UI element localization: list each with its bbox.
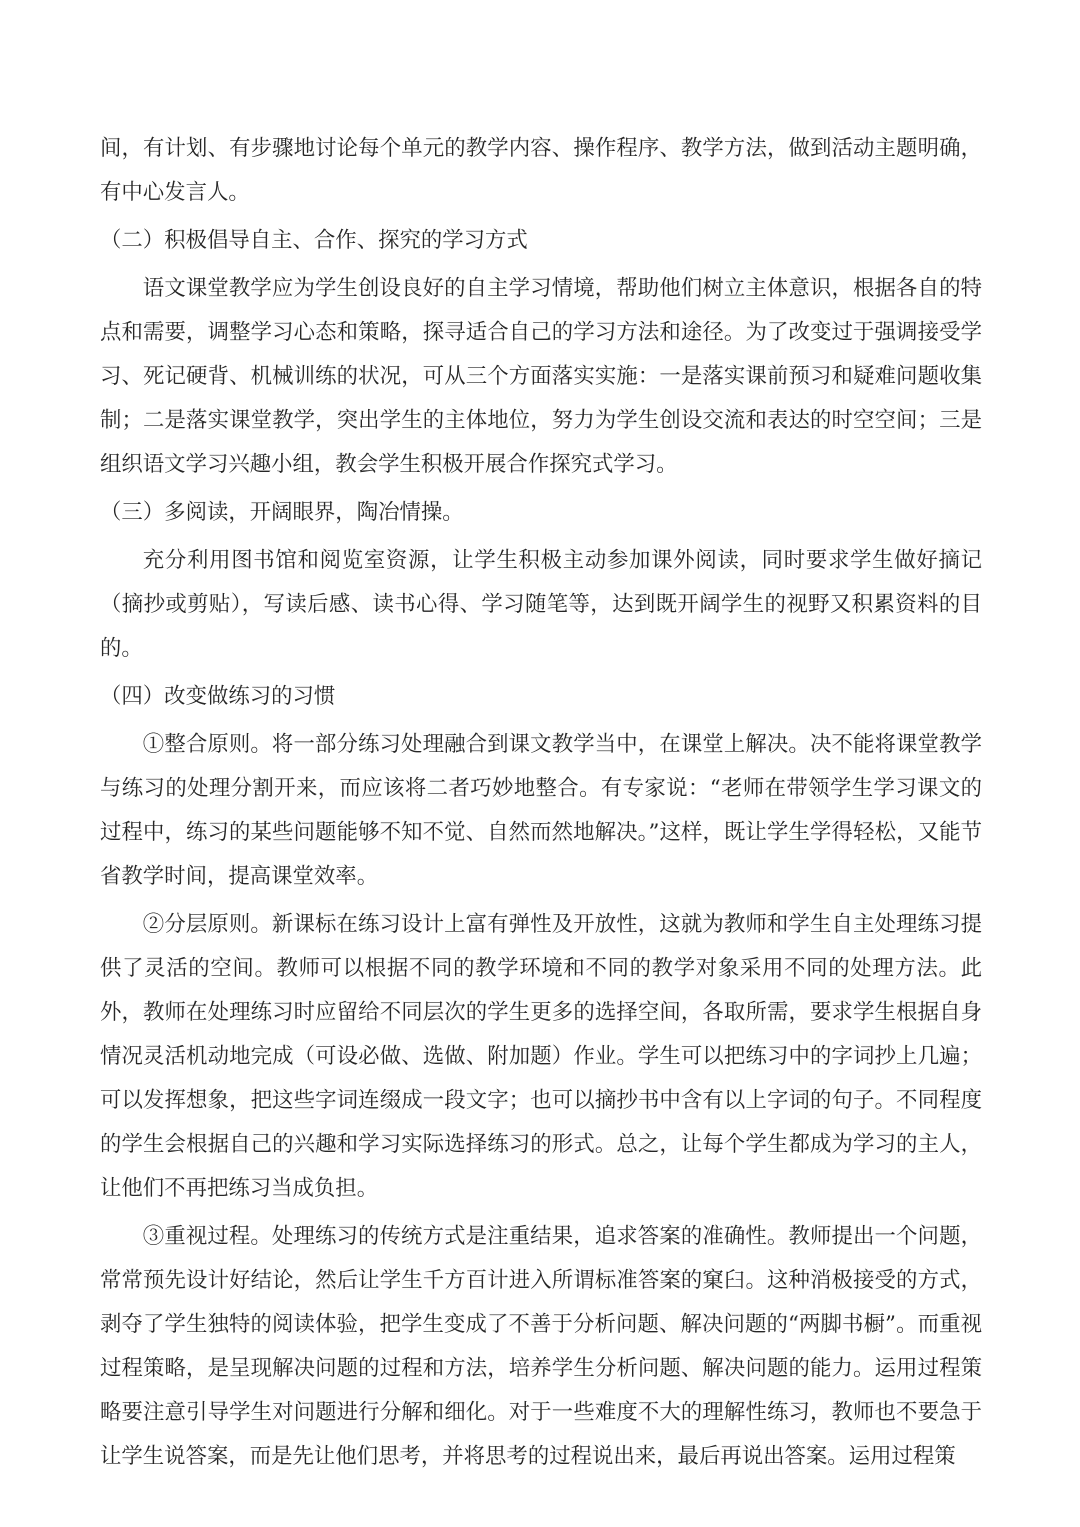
paragraph-learning-methods: 语文课堂教学应为学生创设良好的自主学习情境，帮助他们树立主体意识，根据各自的特点和需要，调整学习心态和策略，探寻适合自己的学习方法和途径。为了改变过于强调接受学习、死记硬背、机械训练的状况，可从三个方面落实实施：一是落实课前预习和疑难问题收集制；二是落实课堂教学，突出学生的主体地位，努力为学生创设交流和表达的时空空间；三是组织语文学习兴趣小组，教会学生积极开展合作探究式学习。 [100,276,982,477]
paragraph-layering-principle: ②分层原则。新课标在练习设计上富有弹性及开放性，这就为教师和学生自主处理练习提供了灵活的空间。教师可以根据不同的教学环境和不同的教学对象采用不同的处理方法。此外，教师在处理练习时应留给不同层次的学生更多的选择空间，各取所需，要求学生根据自身情况灵活机动地完成（可设必做、选做、附加题）作业。学生可以把练习中的字词抄上几遍；可以发挥想象，把这些字词连缀成一段文字；也可以摘抄书中含有以上字词的句子。不同程度的学生会根据自己的兴趣和学习实际选择练习的形式。总之，让每个学生都成为学习的主人，让他们不再把练习当成负担。 [100,912,982,1201]
paragraph-integration-principle: ①整合原则。将一部分练习处理融合到课文教学当中，在课堂上解决。决不能将课堂教学与练习的处理分割开来，而应该将二者巧妙地整合。有专家说：“老师在带领学生学习课文的过程中，练习的某些问题能够不知不觉、自然而然地解决。”这样，既让学生学得轻松，又能节省教学时间，提高课堂效率。 [100,732,982,889]
section-heading-4: （四）改变做练习的习惯 [100,684,336,709]
paragraph-reading: 充分利用图书馆和阅览室资源，让学生积极主动参加课外阅读，同时要求学生做好摘记（摘抄或剪贴），写读后感、读书心得、学习随笔等，达到既开阔学生的视野又积累资料的目的。 [100,548,982,661]
continuation-paragraph: 间，有计划、有步骤地讨论每个单元的教学内容、操作程序、教学方法，做到活动主题明确，有中心发言人。 [100,136,982,205]
document-body [100,127,982,1479]
paragraph-process-emphasis: ③重视过程。处理练习的传统方式是注重结果，追求答案的准确性。教师提出一个问题，常常预先设计好结论，然后让学生千方百计进入所谓标准答案的窠臼。这种消极接受的方式，剥夺了学生独特的阅读体验，把学生变成了不善于分析问题、解决问题的“两脚书橱”。而重视过程策略，是呈现解决问题的过程和方法，培养学生分析问题、解决问题的能力。运用过程策略要注意引导学生对问题进行分解和细化。对于一些难度不大的理解性练习，教师也不要急于让学生说答案，而是先让他们思考，并将思考的过程说出来，最后再说出答案。运用过程策 [100,1224,982,1469]
section-heading-2: （二）积极倡导自主、合作、探究的学习方式 [100,228,528,253]
section-heading-3: （三）多阅读，开阔眼界，陶冶情操。 [100,500,464,525]
